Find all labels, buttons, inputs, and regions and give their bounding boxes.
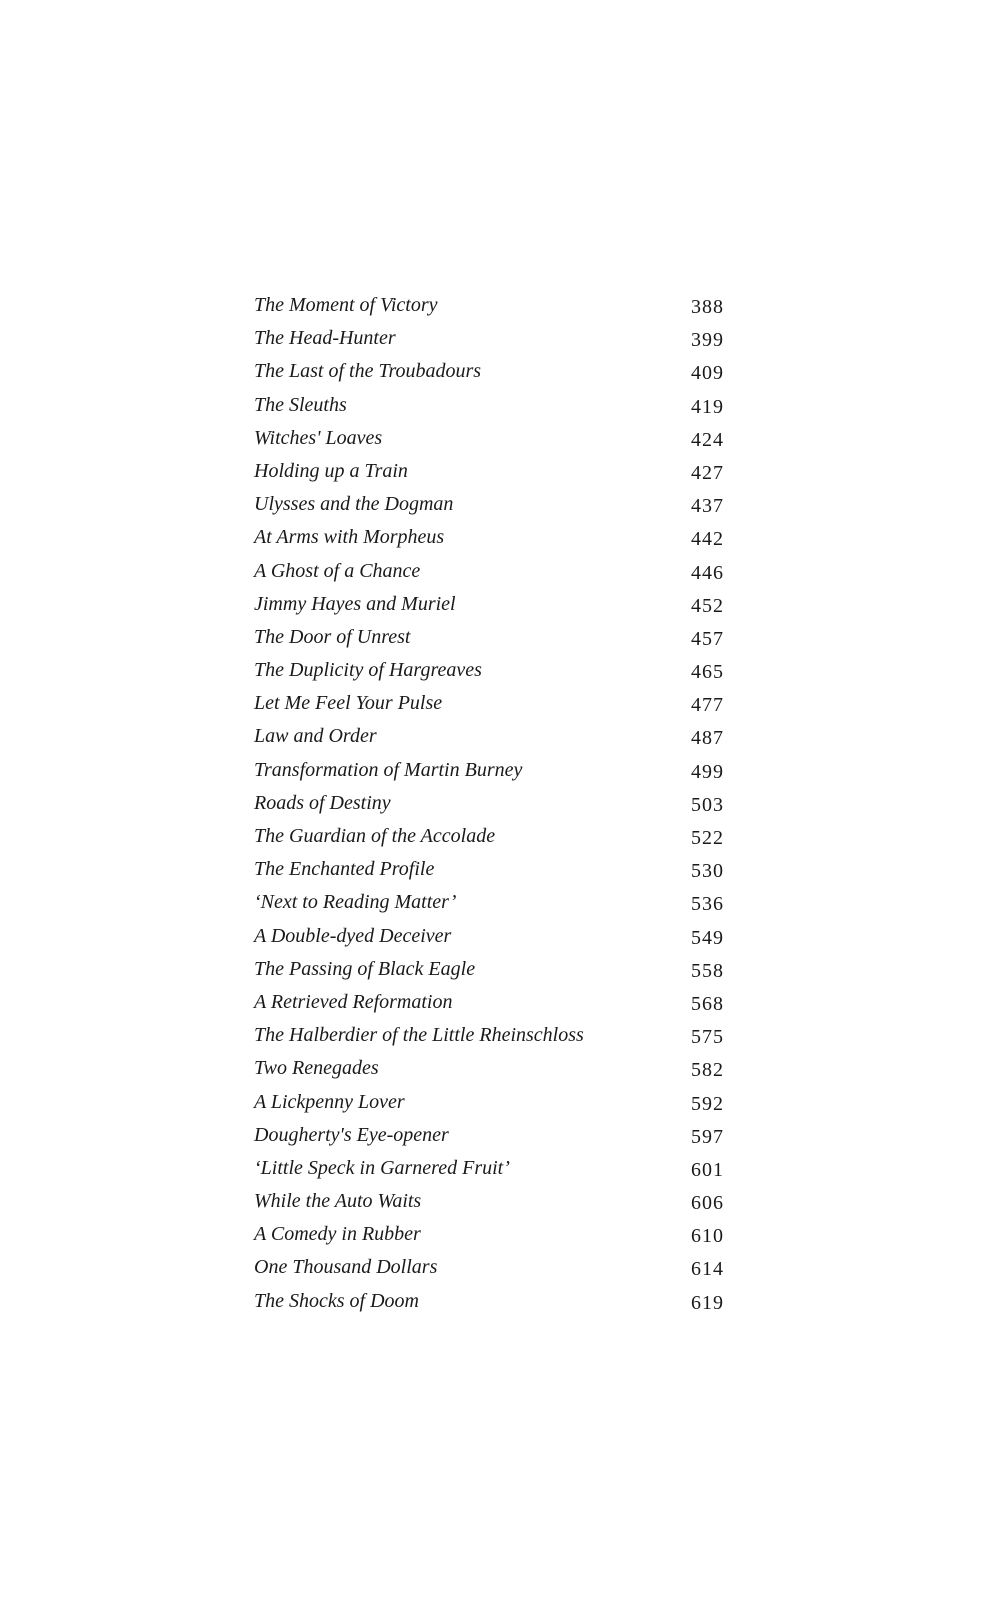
- entry-title: Holding up a Train: [254, 459, 408, 482]
- entry-page-number: 388: [691, 296, 724, 318]
- entry-title: The Enchanted Profile: [254, 858, 435, 881]
- toc-entry: [254, 1189, 724, 1222]
- entry-page-number: 446: [691, 561, 724, 584]
- entry-page-number: 536: [691, 893, 724, 916]
- toc-entry: [254, 1056, 724, 1089]
- entry-title: The Last of the Troubadours: [254, 360, 482, 383]
- toc-entry: [254, 1255, 724, 1288]
- toc-entry: [254, 1222, 724, 1255]
- toc-entry: [254, 890, 724, 923]
- entry-title: Two Renegades: [254, 1057, 379, 1080]
- toc-entry: [254, 1023, 724, 1056]
- toc-entry: [254, 758, 724, 791]
- entry-page-number: 619: [691, 1291, 724, 1314]
- toc-entry: [254, 1156, 724, 1189]
- entry-page-number: 568: [691, 992, 724, 1015]
- entry-page-number: 437: [691, 495, 724, 518]
- entry-title: The Head-Hunter: [254, 327, 396, 350]
- entry-title: Ulysses and the Dogman: [254, 493, 454, 516]
- entry-title: The Halberdier of the Little Rheinschloss: [254, 1024, 584, 1047]
- entry-title: One Thousand Dollars: [254, 1256, 438, 1279]
- entry-title: While the Auto Waits: [254, 1190, 422, 1213]
- toc-entry: [254, 625, 724, 658]
- entry-page-number: 549: [691, 926, 724, 949]
- entry-page-number: 427: [691, 461, 724, 484]
- toc-entry: [254, 857, 724, 890]
- entry-title: A Ghost of a Chance: [254, 559, 421, 582]
- entry-page-number: 419: [691, 395, 724, 418]
- toc-entry: [254, 924, 724, 957]
- entry-page-number: 597: [691, 1125, 724, 1148]
- entry-title: A Lickpenny Lover: [254, 1090, 405, 1113]
- toc-entry: [254, 691, 724, 724]
- toc-entry: [254, 990, 724, 1023]
- toc-entry: [254, 824, 724, 857]
- entry-title: Jimmy Hayes and Muriel: [254, 592, 456, 615]
- entry-title: ‘Little Speck in Garnered Fruit’: [254, 1156, 510, 1179]
- toc-entry: [254, 492, 724, 525]
- entry-title: At Arms with Morpheus: [254, 526, 445, 549]
- entry-page-number: 503: [691, 793, 724, 816]
- table-of-contents: [254, 293, 724, 1322]
- entry-page-number: 499: [691, 760, 724, 783]
- toc-entry: [254, 459, 724, 492]
- entry-title: The Shocks of Doom: [254, 1289, 419, 1312]
- entry-title: A Retrieved Reformation: [254, 990, 453, 1013]
- toc-entry: [254, 326, 724, 359]
- entry-page-number: 558: [691, 959, 724, 982]
- entry-page-number: 530: [691, 860, 724, 883]
- toc-entry: [254, 359, 724, 392]
- entry-page-number: 424: [691, 428, 724, 451]
- entry-page-number: 592: [691, 1092, 724, 1115]
- entry-page-number: 442: [691, 528, 724, 551]
- entry-page-number: 582: [691, 1059, 724, 1082]
- entry-page-number: 487: [691, 727, 724, 750]
- toc-entry: [254, 1289, 724, 1322]
- entry-page-number: 522: [691, 827, 724, 849]
- toc-entry: [254, 1123, 724, 1156]
- entry-title: Law and Order: [254, 725, 377, 748]
- entry-page-number: 477: [691, 694, 724, 717]
- entry-title: Let Me Feel Your Pulse: [254, 692, 443, 715]
- toc-entry: [254, 393, 724, 426]
- entry-page-number: 610: [691, 1225, 724, 1248]
- toc-entry: [254, 957, 724, 990]
- entry-page-number: 452: [691, 594, 724, 617]
- entry-page-number: 614: [691, 1258, 724, 1281]
- entry-title: ‘Next to Reading Matter’: [254, 891, 457, 914]
- toc-entry: [254, 1090, 724, 1123]
- entry-page-number: 606: [691, 1192, 724, 1215]
- entry-title: The Door of Unrest: [254, 625, 411, 648]
- toc-entry: [254, 426, 724, 459]
- toc-entry: [254, 592, 724, 625]
- entry-page-number: 399: [691, 329, 724, 352]
- entry-title: Dougherty's Eye-opener: [254, 1123, 449, 1146]
- entry-title: A Double-dyed Deceiver: [254, 924, 452, 947]
- toc-entry: [254, 724, 724, 757]
- entry-title: Roads of Destiny: [254, 791, 391, 814]
- entry-page-number: 457: [691, 627, 724, 650]
- entry-page-number: 575: [691, 1026, 724, 1049]
- toc-entry: [254, 791, 724, 824]
- entry-title: Transformation of Martin Burney: [254, 758, 523, 781]
- toc-entry: [254, 658, 724, 691]
- entry-title: The Passing of Black Eagle: [254, 957, 476, 980]
- entry-page-number: 601: [691, 1158, 724, 1181]
- entry-page-number: 465: [691, 661, 724, 684]
- entry-title: The Sleuths: [254, 393, 347, 416]
- entry-title: The Guardian of the Accolade: [254, 825, 496, 847]
- entry-title: Witches' Loaves: [254, 426, 383, 449]
- entry-title: The Moment of Victory: [254, 294, 438, 316]
- toc-entry: [254, 293, 724, 326]
- entry-page-number: 409: [691, 362, 724, 385]
- entry-title: A Comedy in Rubber: [254, 1223, 421, 1246]
- toc-entry: [254, 559, 724, 592]
- entry-title: The Duplicity of Hargreaves: [254, 659, 482, 682]
- toc-entry: [254, 525, 724, 558]
